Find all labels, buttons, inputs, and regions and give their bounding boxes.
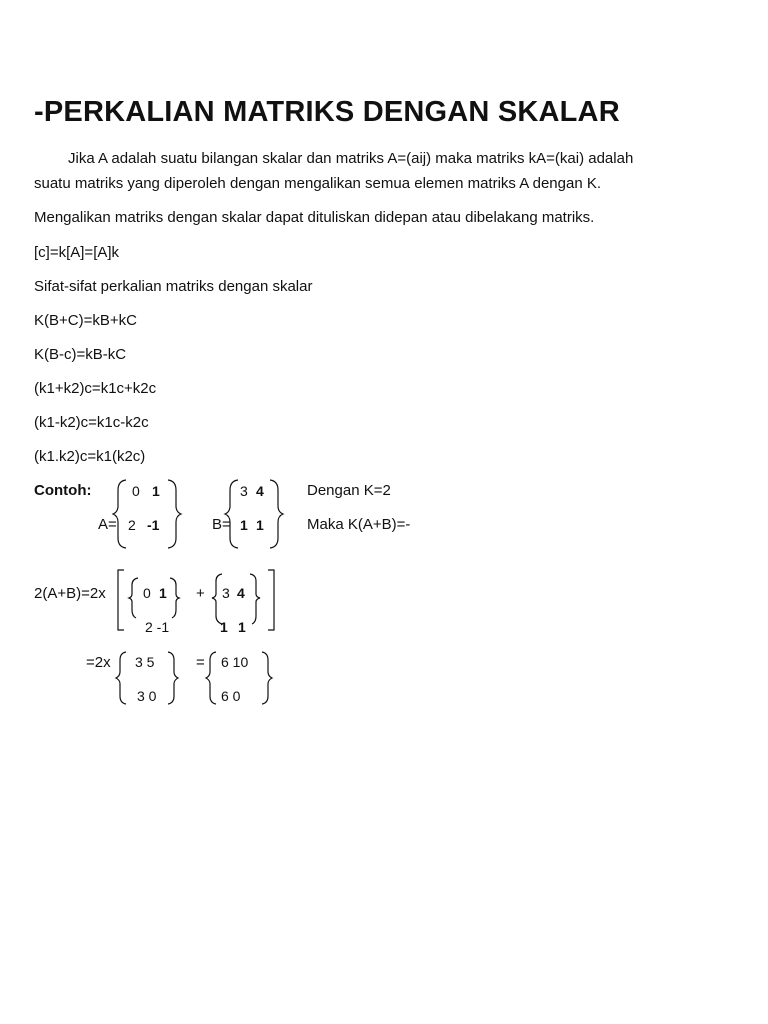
matrix-b-right-brace [270,480,283,548]
outer-left-bracket [118,570,124,630]
step2-lhs: =2x [86,654,111,671]
step2-a-row: 3 0 [137,688,157,704]
step1-b-cell: 1 [220,619,228,635]
matrix-a-cell: 2 [128,517,136,533]
inner-b-right-brace [250,574,260,624]
paragraph-2: Mengalikan matriks dengan skalar dapat dituliskan didepan atau dibelakang matriks. [34,209,595,226]
matrix-b-cell: 1 [240,517,248,533]
step1-plus: + [196,585,205,602]
step2-equals: = [196,654,205,671]
matrix-a-cell: 0 [132,483,140,499]
step2-b-row: 6 0 [221,688,241,704]
outer-right-bracket [268,570,274,630]
step1-lhs: 2(A+B)=2x [34,585,106,602]
inner-a-left-brace [129,578,138,618]
step1-a-cell: 1 [159,585,167,601]
property-item: (k1+k2)c=k1c+k2c [34,380,157,397]
matrix-a-cell: 1 [152,483,160,499]
matrix-a-cell: -1 [147,517,160,533]
property-item: (k1.k2)c=k1(k2c) [34,448,146,465]
matrix-b-cell: 4 [256,483,264,499]
step1-b-cell: 4 [237,585,245,601]
result-a-right-brace [168,652,178,704]
matrix-b-cell: 3 [240,483,248,499]
step1-a-row-2: 2 -1 [145,619,170,635]
matrix-a-right-brace [168,480,181,548]
properties-heading: Sifat-sifat perkalian matriks dengan skalar [34,278,313,295]
example-note-k: Dengan K=2 [307,482,391,499]
paragraph-line-1: Jika A adalah suatu bilangan skalar dan matriks A=(aij) maka matriks kA=(kai) adalah [68,150,634,167]
example-note-result: Maka K(A+B)=- [307,516,411,533]
matrix-b-left-brace [225,480,238,548]
result-a-left-brace [116,652,126,704]
property-item: (k1-k2)c=k1c-k2c [34,414,149,431]
example-label: Contoh: [34,482,92,499]
step1-brackets [112,568,282,636]
property-item: K(B+C)=kB+kC [34,312,137,329]
step2-b-row: 6 10 [221,654,249,670]
matrix-b-cell: 1 [256,517,264,533]
property-item: K(B-c)=kB-kC [34,346,127,363]
step1-b-cell: 3 [222,585,230,601]
page-title: -PERKALIAN MATRIKS DENGAN SKALAR [34,96,620,128]
inner-a-right-brace [170,578,179,618]
inner-b-left-brace [212,574,222,624]
matrix-a-left-brace [113,480,126,548]
formula: [c]=k[A]=[A]k [34,244,120,261]
matrix-b-label: B= [212,516,231,533]
paragraph-line-2: suatu matriks yang diperoleh dengan mengalikan semua elemen matriks A dengan K. [34,175,602,192]
result-b-right-brace [262,652,272,704]
matrix-a-label: A= [98,516,117,533]
step1-a-cell: 0 [143,585,151,601]
result-b-left-brace [206,652,216,704]
step1-b-cell: 1 [238,619,246,635]
step2-a-row: 3 5 [135,654,155,670]
